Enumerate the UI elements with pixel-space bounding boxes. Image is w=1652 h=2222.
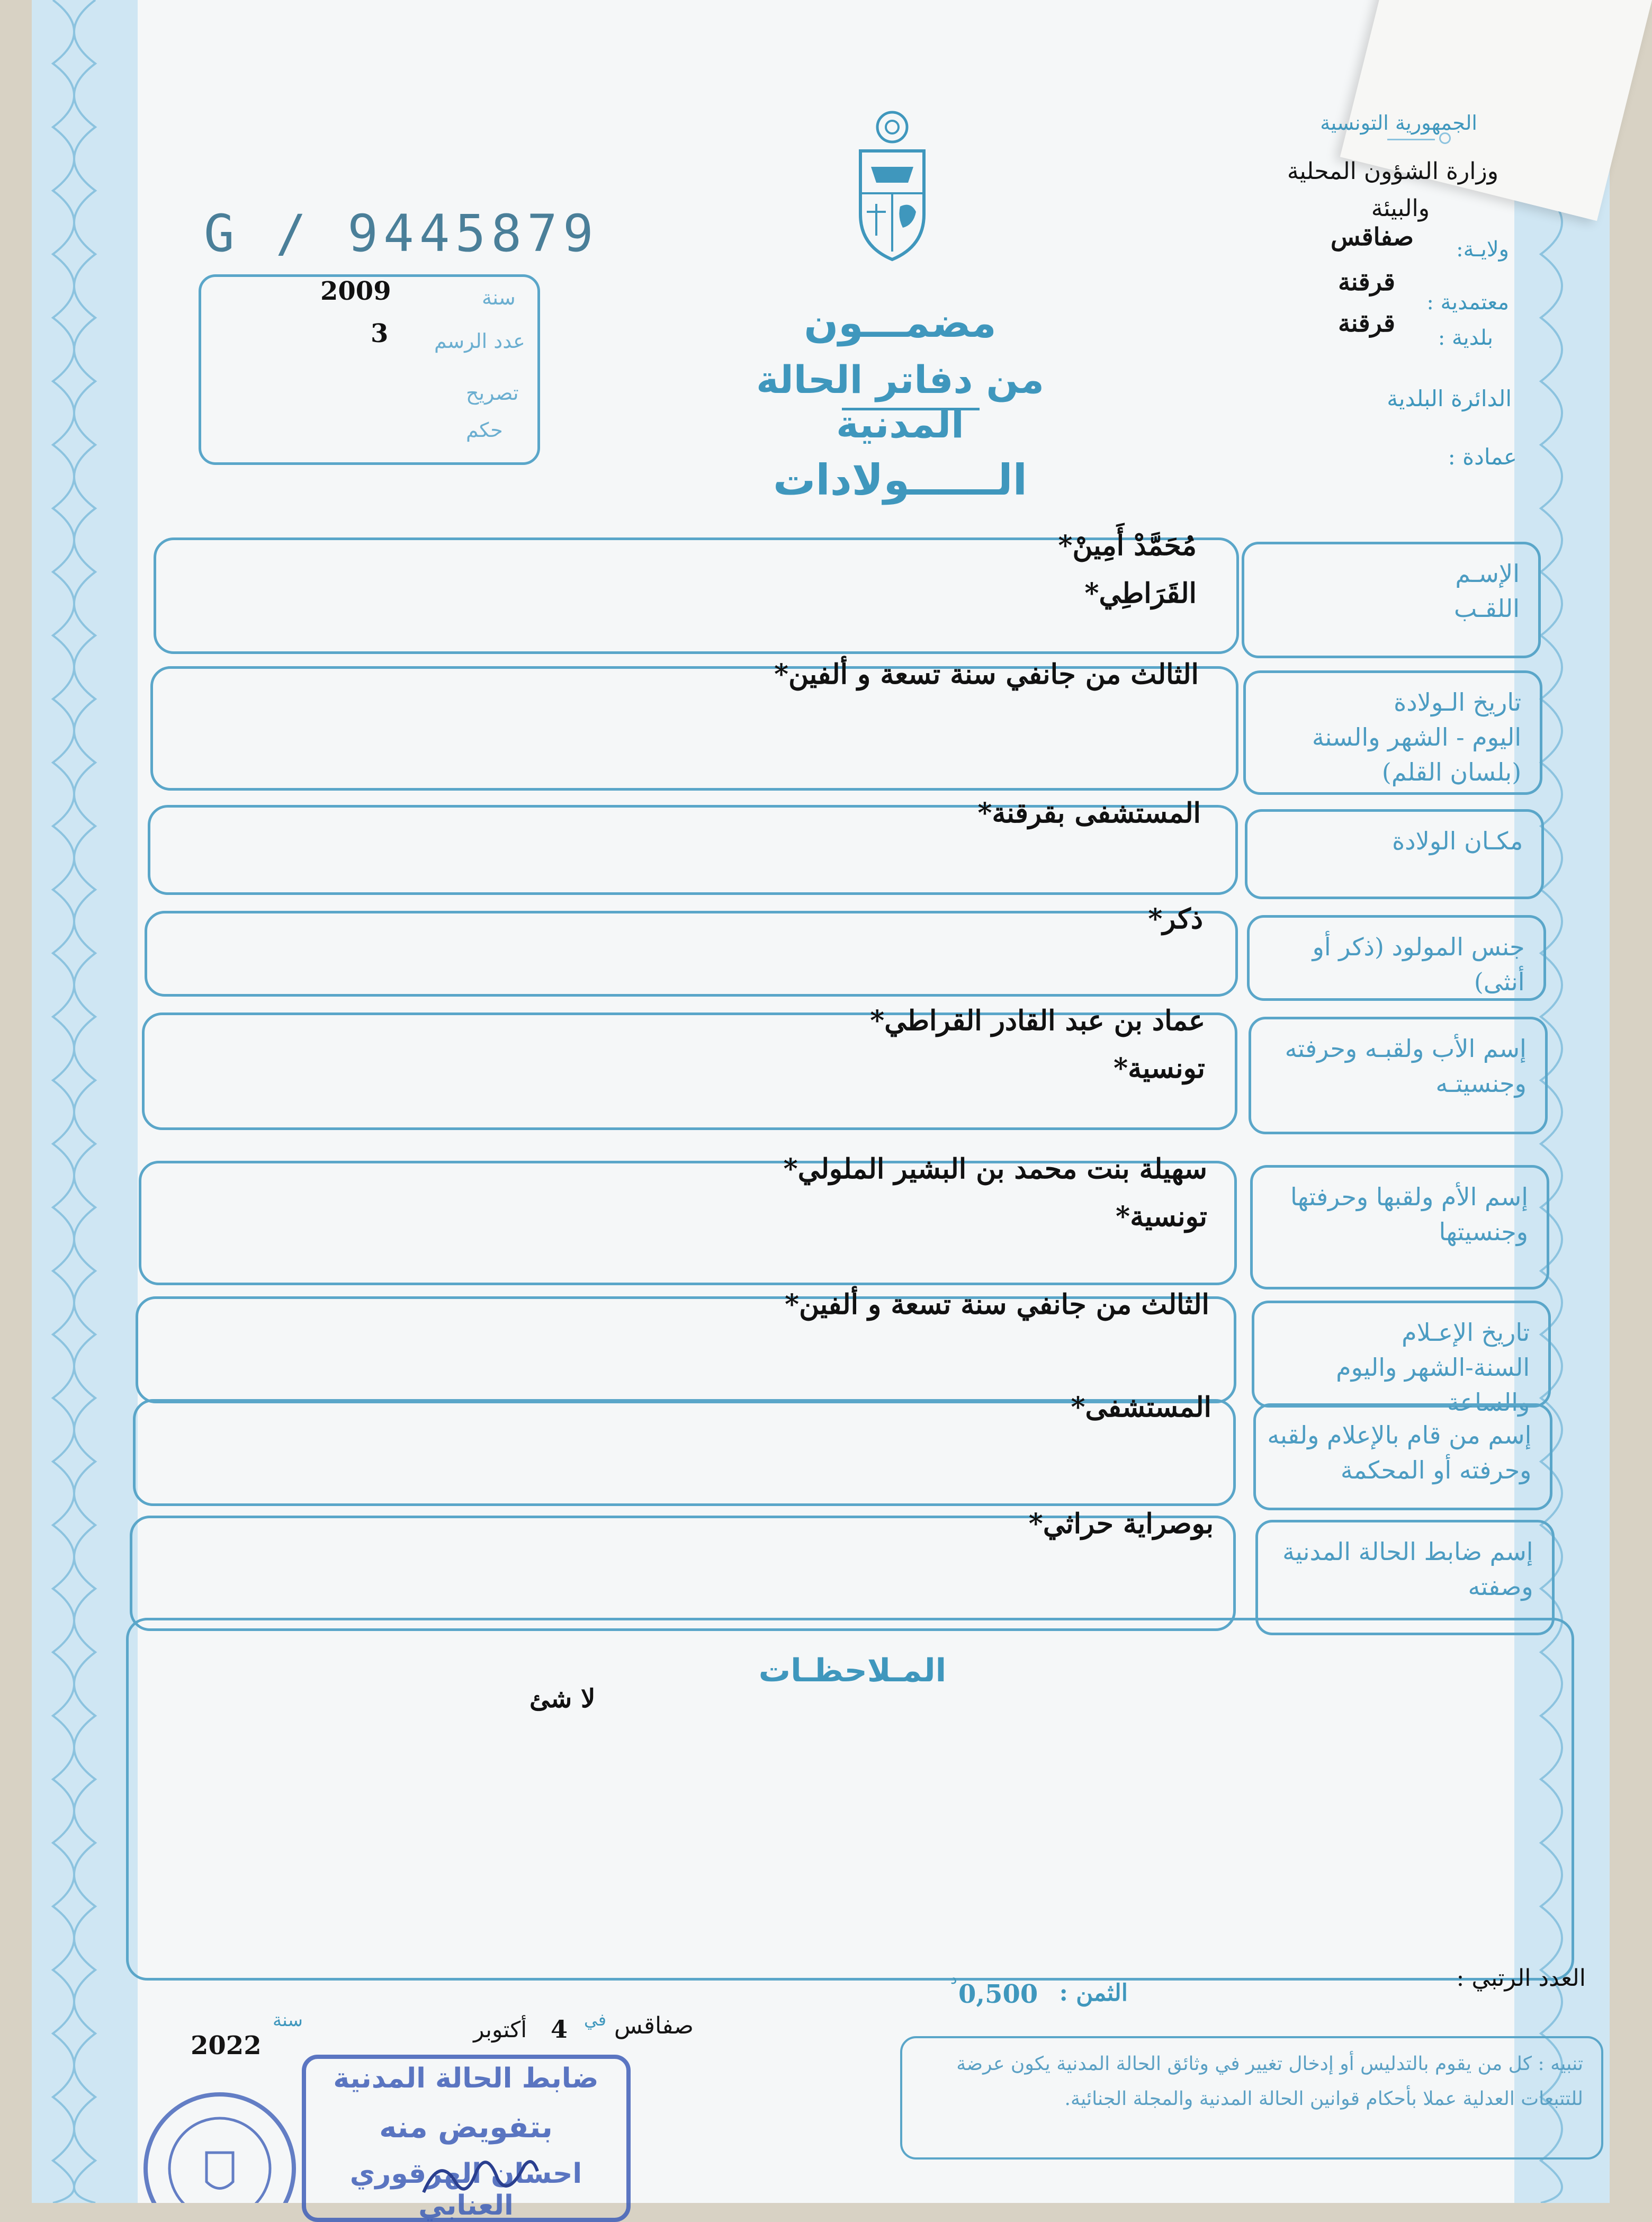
place-of-issue: صفاقس xyxy=(614,2012,694,2039)
field-value: بوصراية حراثي* xyxy=(1028,1508,1214,1540)
omda-label: عمادة : xyxy=(1448,444,1517,470)
republic-name: الجمهورية التونسية xyxy=(1320,111,1477,135)
field-value: القَرَاطِي* xyxy=(1084,577,1197,610)
wilaya-label: ولايـة: xyxy=(1456,237,1509,262)
legal-notice: تنبيه : كل من يقوم بالتدليس أو إدخال تغيير في وثائق الحالة المدنية يكون عرضة للتتبعات العدلية عملا بأحكام قوانين الحالة المدنية والمجلة الجنائية. xyxy=(956,2053,1583,2110)
field-value: ذكر* xyxy=(1148,903,1203,935)
field-label: إسم من قام بالإعلام ولقبه وحرفته أو المحكمة xyxy=(1267,1421,1532,1484)
price-label: الثمن : xyxy=(1059,1979,1128,2006)
record-number-label: عدد الرسم xyxy=(434,329,525,353)
stamp-title: ضابط الحالة المدنية xyxy=(333,2063,599,2094)
serial-order-label: العدد الرتبي : xyxy=(1456,1965,1586,1992)
document-subtitle: من دفاتر الحالة المدنية xyxy=(756,357,1044,446)
field-label: جنس المولود (ذكر أو أنثى) xyxy=(1312,933,1525,996)
wilaya-value: صفاقس xyxy=(1331,222,1414,251)
handwritten-signature xyxy=(418,2150,540,2203)
field-value: تونسية* xyxy=(1116,1200,1207,1233)
field-value: مُحَمَّدْ أَمِينْ* xyxy=(1058,530,1197,562)
issue-day: 4 xyxy=(551,2015,568,2044)
year-label: سنة xyxy=(482,286,516,309)
header-divider xyxy=(1387,139,1435,140)
field-value: الثالث من جانفي سنة تسعة و ألفين* xyxy=(784,1288,1209,1321)
field-label: مكـان الولادة xyxy=(1392,827,1523,855)
delegation-value: قرقنة xyxy=(1338,267,1395,296)
price-value: 0,500 xyxy=(958,1979,1038,2009)
issue-year: 2022 xyxy=(191,2031,262,2060)
on-label: في xyxy=(584,2010,606,2030)
document-title: مضمـــون xyxy=(804,299,996,346)
declaration-label: تصريح xyxy=(466,381,519,405)
record-number: 3 xyxy=(371,319,389,348)
year-caption: سنة xyxy=(273,2010,303,2031)
price-unit: د xyxy=(950,1970,957,1987)
field-label: إسم الأم ولقبها وحرفتها وجنسيتها xyxy=(1290,1182,1528,1246)
field-value-box xyxy=(145,911,1237,997)
field-label: تاريخ الإعـلام السنة-الشهر واليوم والساعة xyxy=(1336,1318,1530,1417)
judgment-label: حكم xyxy=(466,418,503,442)
issue-month: أكتوبر xyxy=(473,2017,527,2042)
field-value: عماد بن عبد القادر القراطي* xyxy=(870,1005,1205,1037)
field-label: إسم ضابط الحالة المدنية وصفته xyxy=(1282,1537,1533,1601)
field-label: تاريخ الـولادة اليوم - الشهر والسنة (بلسان القلم) xyxy=(1312,688,1522,786)
header-divider-dot xyxy=(1439,132,1451,144)
field-label: إسم الأب ولقبـه وحرفته وجنسيتـه xyxy=(1285,1034,1527,1098)
municipal-district-label: الدائرة البلدية xyxy=(1387,386,1512,411)
stamp-delegation: بتفويض منه xyxy=(379,2110,553,2145)
remarks-value: لا شئ xyxy=(529,1684,596,1714)
round-seal-icon xyxy=(140,2089,299,2203)
remarks-title: المـلاحظـات xyxy=(758,1652,947,1689)
record-year: 2009 xyxy=(320,276,391,306)
section-title: الــــــولادات xyxy=(773,455,1028,505)
field-value: الثالث من جانفي سنة تسعة و ألفين* xyxy=(774,658,1199,691)
serial-number: G / 9445879 xyxy=(204,204,599,263)
municipality-label: بلدية : xyxy=(1438,326,1493,350)
delegation-label: معتمدية : xyxy=(1426,290,1509,315)
field-value: تونسية* xyxy=(1114,1052,1205,1085)
field-value: سهيلة بنت محمد بن البشير الملولي* xyxy=(783,1153,1207,1185)
municipality-value: قرقنة xyxy=(1338,309,1395,337)
subtitle-underline xyxy=(842,408,980,410)
field-value: المستشفى* xyxy=(1071,1391,1211,1423)
tunisia-coat-of-arms-icon xyxy=(850,109,935,262)
stamp-officer-name: احسان الهرقوري العنابي xyxy=(349,2158,582,2221)
ministry-name-line2: والبيئة xyxy=(1371,195,1430,222)
field-label: الإسـم اللقـب xyxy=(1454,559,1520,623)
ministry-name: وزارة الشؤون المحلية xyxy=(1287,158,1498,185)
field-value: المستشفى بقرقنة* xyxy=(977,797,1201,829)
